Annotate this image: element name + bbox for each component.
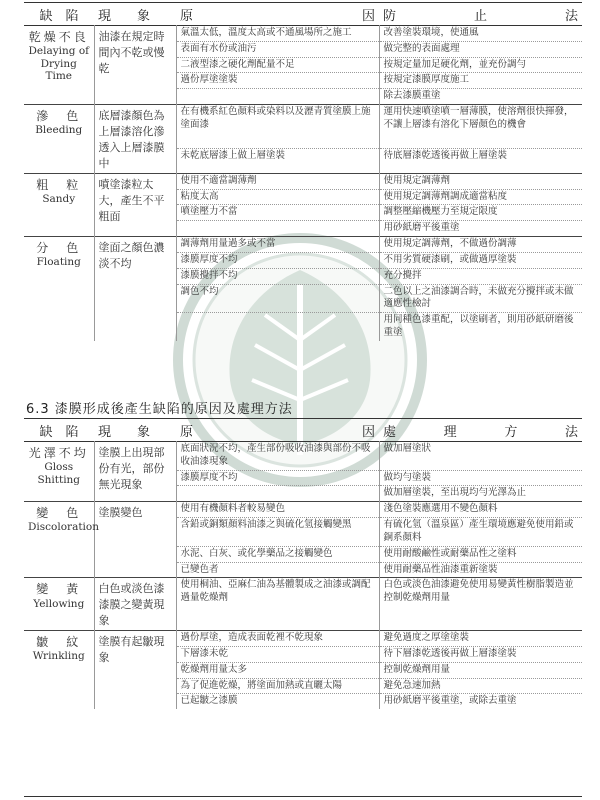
- fix-cell: 做加層塗狀: [379, 442, 582, 471]
- fix-cell: 改善塗裝環境，使通風: [379, 26, 582, 42]
- defect-cell: [24, 578, 94, 631]
- defect-name-zh: 滲 色: [36, 109, 82, 124]
- fix-cell: 待下層漆乾透後再做上層漆塗裝: [379, 646, 582, 662]
- defect-name-en: Delaying of Drying Time: [28, 45, 90, 83]
- fix-cell: 淺色塗裝應選用不變色顏料: [379, 502, 582, 518]
- defect-cell: [24, 105, 94, 174]
- header-defect-2: 缺 陷: [39, 424, 79, 440]
- cause-cell: 漆膜厚度不均: [176, 470, 379, 486]
- fix-cell: 使用規定調薄劑: [379, 173, 582, 189]
- phenomenon-cell: 底層漆顏色為上層漆溶化滲透入上層漆膜中: [94, 105, 176, 174]
- defect-name-en: Bleeding: [35, 124, 83, 137]
- section-title: 6.3 漆膜形成後產生缺陷的原因及處理方法: [26, 402, 293, 417]
- cause-cell: 噴塗壓力不當: [176, 205, 379, 221]
- cause-cell: 乾燥劑用量太多: [176, 662, 379, 678]
- defect-name-en: Yellowing: [33, 597, 85, 610]
- cause-cell: 底面狀況不均，產生部份吸收油漆與部份不吸收油漆現象: [176, 442, 379, 471]
- cause-cell: 已起皺之漆膜: [176, 694, 379, 709]
- table-row: [24, 105, 582, 149]
- header-cause-right: 因: [361, 8, 375, 24]
- defect-cell: [24, 442, 94, 502]
- fix-cell: 做均勻塗裝: [379, 470, 582, 486]
- table-1-header: [24, 3, 582, 26]
- fix-cell: 使用規定調薄劑，不做過份調薄: [379, 237, 582, 253]
- defect-cell: [24, 26, 94, 105]
- fix-cell: 待底層漆乾透後再做上層塗裝: [379, 149, 582, 173]
- cause-cell: 表面有水份或油污: [176, 41, 379, 57]
- fix-cell: 用同種色漆重配，以塗刷者，則用砂紙研磨後重塗: [379, 313, 582, 341]
- fix-cell: 避免過度之厚塗塗裝: [379, 631, 582, 647]
- cause-cell: 漆膜厚度不均: [176, 252, 379, 268]
- defect-name-en: Sandy: [42, 193, 76, 205]
- defect-cell: [24, 173, 94, 236]
- cause-cell: 過份厚塗，造成表面乾裡不乾現象: [176, 631, 379, 647]
- defect-cell: [24, 631, 94, 710]
- cause-cell: 使用有機顏料者較易變色: [176, 502, 379, 518]
- fix-cell: 做完整的表面處理: [379, 41, 582, 57]
- fix-cell: 充分攪拌: [379, 268, 582, 284]
- cause-cell: [176, 89, 379, 105]
- fix-cell: 用砂紙磨平後重塗，或除去重塗: [379, 694, 582, 709]
- defect-table-2: [24, 418, 582, 709]
- defect-name-en: Discoloration: [28, 521, 99, 534]
- table-row: [24, 578, 582, 631]
- table-2-header: [24, 419, 582, 442]
- cause-cell: 已變色者: [176, 562, 379, 578]
- phenomenon-cell: 塗膜有起皺現象: [94, 631, 176, 710]
- cause-cell: [176, 313, 379, 341]
- fix-cell: 使用規定調薄劑調成適當粘度: [379, 189, 582, 205]
- header-fix-mid: 止: [473, 8, 487, 24]
- defect-table-1: [24, 2, 582, 341]
- fix-cell: 除去漆膜重塗: [379, 89, 582, 105]
- header-treat-2: 理: [443, 424, 457, 440]
- table-row: [24, 631, 582, 647]
- fix-cell: 避免急速加熱: [379, 678, 582, 694]
- fix-cell: 使用耐酸鹼性或耐藥品性之塗料: [379, 546, 582, 562]
- fix-cell: 用砂紙磨平後重塗: [379, 221, 582, 237]
- fix-cell: 白色或淡色油漆避免使用易變黃性樹脂製造並控制乾燥劑用量: [379, 578, 582, 631]
- phenomenon-cell: 白色或淡色漆漆膜之變黃現象: [94, 578, 176, 631]
- fix-cell: 不用劣質硬漆刷，或做過厚塗裝: [379, 252, 582, 268]
- cause-cell: 調薄劑用量過多或不當: [176, 237, 379, 253]
- defect-name-zh: 光澤不均: [28, 446, 89, 460]
- table-row: [24, 237, 582, 253]
- header-cause-right-2: 因: [361, 424, 375, 440]
- phenomenon-cell: 噴塗漆粒太大，產生不平粗面: [94, 173, 176, 236]
- table-2-body: [24, 442, 582, 710]
- defect-name-zh: 變 黃: [36, 582, 82, 597]
- defect-name-en: Floating: [36, 256, 81, 269]
- header-phenomenon: 現 象: [98, 8, 151, 24]
- table-row: [24, 502, 582, 518]
- header-cause-left: 原: [180, 8, 194, 24]
- defect-name-zh: 分 色: [36, 241, 82, 256]
- fix-cell: 按規定量加足硬化劑，並充份調勻: [379, 57, 582, 73]
- fix-cell: 按規定漆膜厚度施工: [379, 73, 582, 89]
- fix-cell: 有硫化氫（溫泉區）產生環境應避免使用鉛或銅系顏料: [379, 518, 582, 547]
- cause-cell: 含鉛或銅類顏料油漆之與硫化氫接觸變黑: [176, 518, 379, 547]
- table-row: [24, 173, 582, 189]
- header-treat-3: 方: [504, 424, 518, 440]
- cause-cell: [176, 486, 379, 502]
- defect-name-zh: 粗 粒: [36, 177, 82, 192]
- defect-cell: [24, 237, 94, 341]
- cause-cell: 在有機系紅色顏料或染料以及瀝青質塗膜上施塗面漆: [176, 105, 379, 149]
- cause-cell: 二液型漆之硬化劑配量不足: [176, 57, 379, 73]
- cause-cell: 調色不均: [176, 284, 379, 313]
- table-row: [24, 26, 582, 42]
- cause-cell: 過份厚塗塗裝: [176, 73, 379, 89]
- phenomenon-cell: 塗面之顏色濃淡不均: [94, 237, 176, 341]
- phenomenon-cell: 塗膜上出現部份有光，部份無光現象: [94, 442, 176, 502]
- phenomenon-cell: 塗膜變色: [94, 502, 176, 578]
- header-defect: 缺 陷: [39, 8, 79, 24]
- header-fix-right: 法: [564, 8, 578, 24]
- defect-name-zh: 皺 紋: [36, 635, 82, 650]
- fix-cell: 運用快速噴塗噴一層薄膜，使溶劑很快揮發，不讓上層漆有溶化下層顏色的機會: [379, 105, 582, 149]
- table-row: [24, 442, 582, 471]
- header-treat-4: 法: [564, 424, 578, 440]
- fix-cell: 使用耐藥品性油漆重新塗裝: [379, 562, 582, 578]
- table-1-body: [24, 26, 582, 341]
- cause-cell: 漆膜攪拌不均: [176, 268, 379, 284]
- fix-cell: 控制乾燥劑用量: [379, 662, 582, 678]
- fix-cell: 調整壓縮機壓力至規定限度: [379, 205, 582, 221]
- cause-cell: 使用不適當調薄劑: [176, 173, 379, 189]
- fix-cell: 做加層塗裝，至出現均勻光澤為止: [379, 486, 582, 502]
- defect-name-zh: 變 色: [36, 506, 82, 521]
- cause-cell: 未乾底層漆上做上層塗裝: [176, 149, 379, 173]
- header-treat-1: 處: [383, 424, 397, 440]
- defect-name-en: Wrinkling: [32, 650, 85, 663]
- cause-cell: [176, 221, 379, 237]
- cause-cell: 使用桐油、亞麻仁油為基體製成之油漆或調配過量乾燥劑: [176, 578, 379, 631]
- defect-name-en: Gloss Shitting: [37, 461, 81, 486]
- cause-cell: 水泥、白灰、或化學藥品之接觸變色: [176, 546, 379, 562]
- cause-cell: 粘度太高: [176, 189, 379, 205]
- fix-cell: 二色以上之油漆調合時，未做充分攪拌或未做適應性檢討: [379, 284, 582, 313]
- cause-cell: 為了促進乾燥，將塗面加熱或直曬太陽: [176, 678, 379, 694]
- defect-cell: [24, 502, 99, 578]
- bottom-rule: [24, 796, 582, 797]
- phenomenon-cell: 油漆在規定時間內不乾或慢乾: [94, 26, 176, 105]
- header-cause-left-2: 原: [180, 424, 194, 440]
- header-phenomenon-2: 現 象: [98, 424, 151, 440]
- defect-name-zh: 乾燥不良: [28, 30, 89, 44]
- cause-cell: 氣溫太低，溫度太高或不通風場所之施工: [176, 26, 379, 42]
- cause-cell: 下層漆未乾: [176, 646, 379, 662]
- header-fix-left: 防: [383, 8, 397, 24]
